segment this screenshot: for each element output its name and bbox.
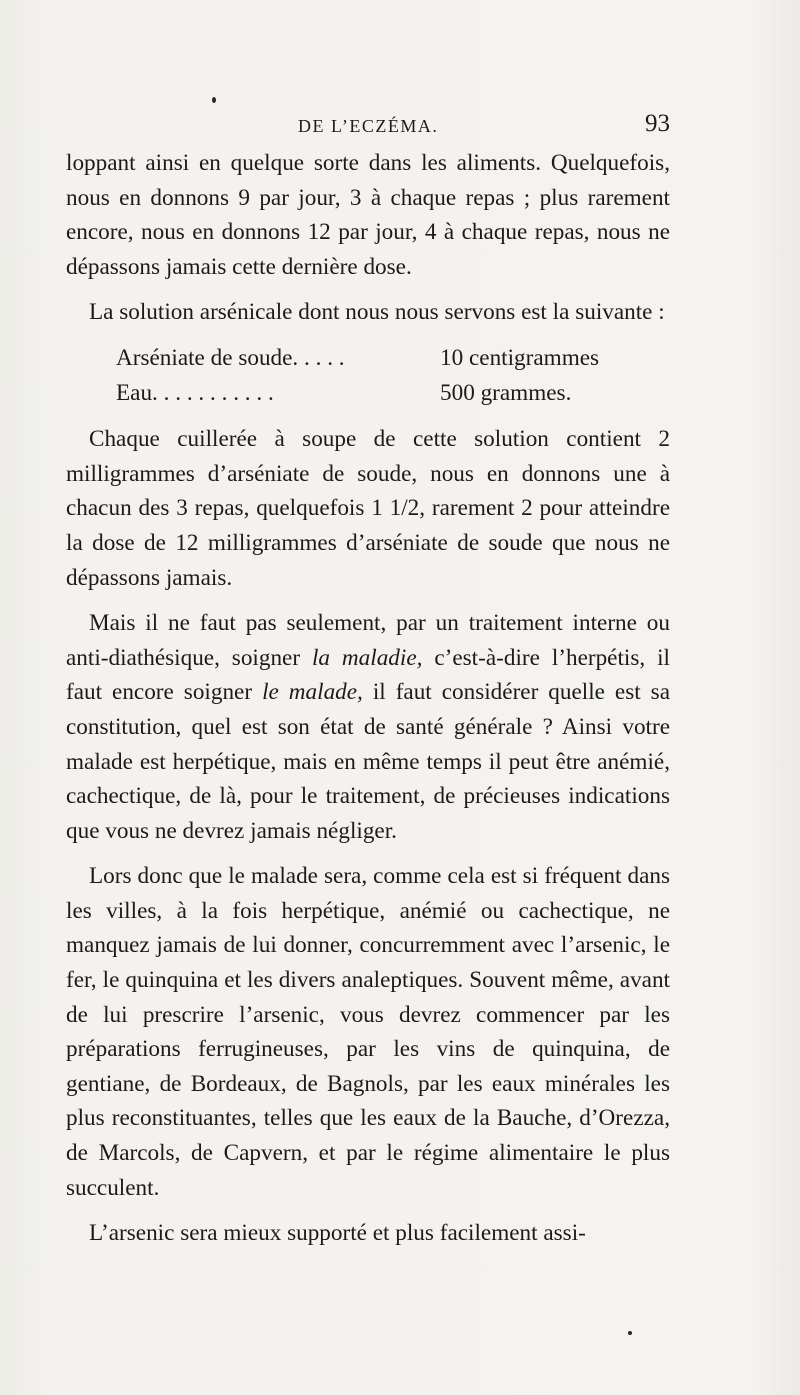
body-text [66, 146, 670, 1251]
formula-row-arseniate [66, 341, 670, 376]
emphasis-la-maladie: la maladie, [311, 644, 423, 671]
formula-quantity: 500 grammes. [440, 379, 572, 406]
formula-ingredient: Arséniate de soude. . . . . [116, 344, 345, 371]
paragraph-closing: L’arsenic sera mieux supporté et plus facilement assi- [89, 1220, 586, 1247]
paragraph-constitution [66, 606, 670, 848]
running-head: DE L’ECZÉMA. [298, 116, 439, 136]
paragraph-dosage: Chaque cuillerée à soupe de cette solution contient 2 milligrammes d’arséniate de soude, nous en donnons une à chacun des 3 repas, quelquefois 1 1/2, rarement 2 pour atteindre la dose de 12 milligrammes d’arséniate de soude que nous ne dépassons jamais. [66, 426, 670, 591]
formula-ingredient: Eau. . . . . . . . . . . [116, 379, 274, 406]
paragraph-solution-intro: La solution arsénicale dont nous nous servons est la suivante : [89, 299, 665, 326]
text-run: Mais il ne faut pas seulement, par un traitement interne ou anti-diathésique, soigner [66, 610, 670, 671]
formula-quantity: 10 centigrammes [440, 344, 600, 371]
paragraph-continued: loppant ainsi en quelque sorte dans les aliments. Quelquefois, nous en donnons 9 par jour, 3 à chaque repas ; plus rarement encore, nous en donnons 12 par jour, 4 à chaque repas, nous ne dépassons jamais cette dernière dose. [66, 150, 670, 280]
paragraph-tonics: Lors donc que le malade sera, comme cela est si fréquent dans les villes, à la fois herpétique, anémié ou cachectique, ne manquez jamais de lui donner, concurremment avec l’arsenic, le fer, le quinquina et les divers analeptiques. Souvent même, avant de lui prescrire l’arsenic, vous devrez commencer par les préparations ferrugineuses, par les vins de quinquina, de gentiane, de Bordeaux, de Bagnols, par les eaux minérales les plus reconstituantes, telles que les eaux de la Bauche, d’Orezza, de Marcols, de Capvern, et par le régime alimentaire le plus succulent. [66, 863, 670, 1201]
page-header [66, 110, 670, 140]
formula-row-eau [66, 376, 670, 411]
text-run: il faut considérer quelle est sa constitution, quel est son état de santé générale ? Ainsi votre malade est herpétique, mais en même temps il peut être anémié, cachectique, de là, pour le traitement, de précieuses indications que vous ne devrez jamais négliger. [66, 679, 670, 844]
page-number: 93 [645, 110, 670, 137]
emphasis-le-malade: le malade, [262, 679, 363, 706]
text-run: c’est-à-dire l’herpétis, il faut encore soigner [66, 644, 670, 706]
arsenic-solution-formula [66, 341, 670, 410]
ink-speck [212, 97, 216, 103]
ink-speck [628, 1331, 632, 1335]
